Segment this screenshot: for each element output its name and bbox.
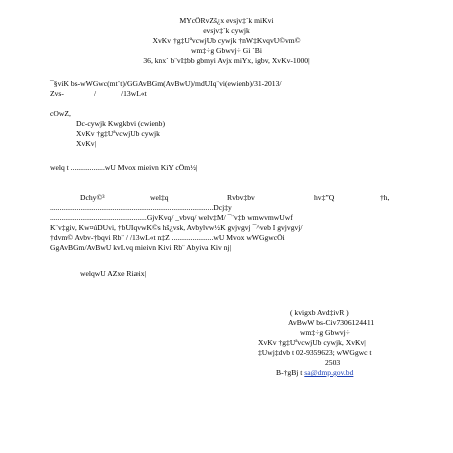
recipient-line-1: Dc-cywjk Kwgkbvi (cwienb) bbox=[76, 119, 165, 128]
recipient-line-2: XvKv †g‡UªvcwjUb cywjk bbox=[76, 129, 160, 138]
header-line-5: 36, knx` b¨vI‡bb gbmyi Avjx miYx, igbv, XvKv-1000| bbox=[143, 56, 310, 65]
email-label: B-†gBj t bbox=[276, 368, 303, 377]
header-line-1: MYcÖRvZš¿x evsjv‡`k miKvi bbox=[179, 16, 274, 25]
header-line-2: evsjv‡`k cywjk bbox=[203, 26, 250, 35]
body-line-5: †dvm© Avbv-†bqvi Rb¨ / /13wL«t n‡Z ......................wU Mvox wWGgwcÖi bbox=[50, 233, 285, 242]
email-link[interactable]: sa@dmp.gov.bd bbox=[304, 368, 354, 377]
body-word-1: Dchy©³ bbox=[80, 193, 105, 202]
memo-number: ¯§viK bs-wWGwc(mt¨t)/GGAvBGm(AvBwU)/mdUIq¨vi(ewienb)/31-2013/ bbox=[50, 79, 282, 88]
body-line-4: K¨v‡giv, Kw¤úDUvi, †bUIqvwK©s hš¿vsk, Avbylvw½K gvjvgvj ¯^veb I gvjvgvj/ bbox=[50, 223, 303, 232]
memo-date-label: Zvs- bbox=[50, 89, 64, 98]
memo-date-sep: / bbox=[94, 89, 97, 98]
signatory-name: ( kvigxb Avd‡ivR ) bbox=[290, 308, 349, 317]
body-word-3: Rvbv‡bv bbox=[227, 193, 255, 202]
signatory-ext: 2503 bbox=[325, 358, 341, 367]
signatory-email-row bbox=[276, 368, 353, 377]
memo-date-year: /13wL«t bbox=[121, 89, 147, 98]
body-line-2: ......................................................................................Dcj‡y bbox=[50, 203, 232, 212]
closing-line: welqwU AZxe Riæix| bbox=[80, 269, 147, 278]
recipient-label: cOwZ, bbox=[50, 109, 71, 118]
signatory-phone: ‡Uwj‡dvb t 02-9359623; wWGgwc t bbox=[258, 348, 372, 357]
body-line-6: GgAvBGm/AvBwU kvLvq mieivn Kivi Rb¨ Abyiva Kiv nj| bbox=[50, 243, 232, 252]
body-word-4: hv‡”Q bbox=[314, 193, 335, 202]
header-line-3: XvKv †g‡UªvcwjUb cywjk †nW‡KvqvU©vm© bbox=[152, 36, 301, 45]
signatory-org: XvKv †g‡UªvcwjUb cywjk, XvKv| bbox=[258, 338, 366, 347]
signatory-title: wm‡÷g Gbwvj÷ bbox=[300, 328, 350, 337]
recipient-line-3: XvKv| bbox=[76, 139, 97, 148]
header-line-4: wm‡÷g Gbwvj÷ Gi `Bi bbox=[191, 46, 262, 55]
body-line-3: ...................................................GjvKvq/ _vbvq/ welv‡M/ ¯¨v‡b wmwvmwUwf bbox=[50, 213, 293, 222]
signatory-id: AvBwW bs-Civ7306124411 bbox=[288, 318, 375, 327]
subject-line: welq t ..................wU Mvox mieivn KiY cÖm½| bbox=[50, 163, 198, 172]
body-word-5: †h, bbox=[380, 193, 390, 202]
body-word-2: wel‡q bbox=[150, 193, 169, 202]
